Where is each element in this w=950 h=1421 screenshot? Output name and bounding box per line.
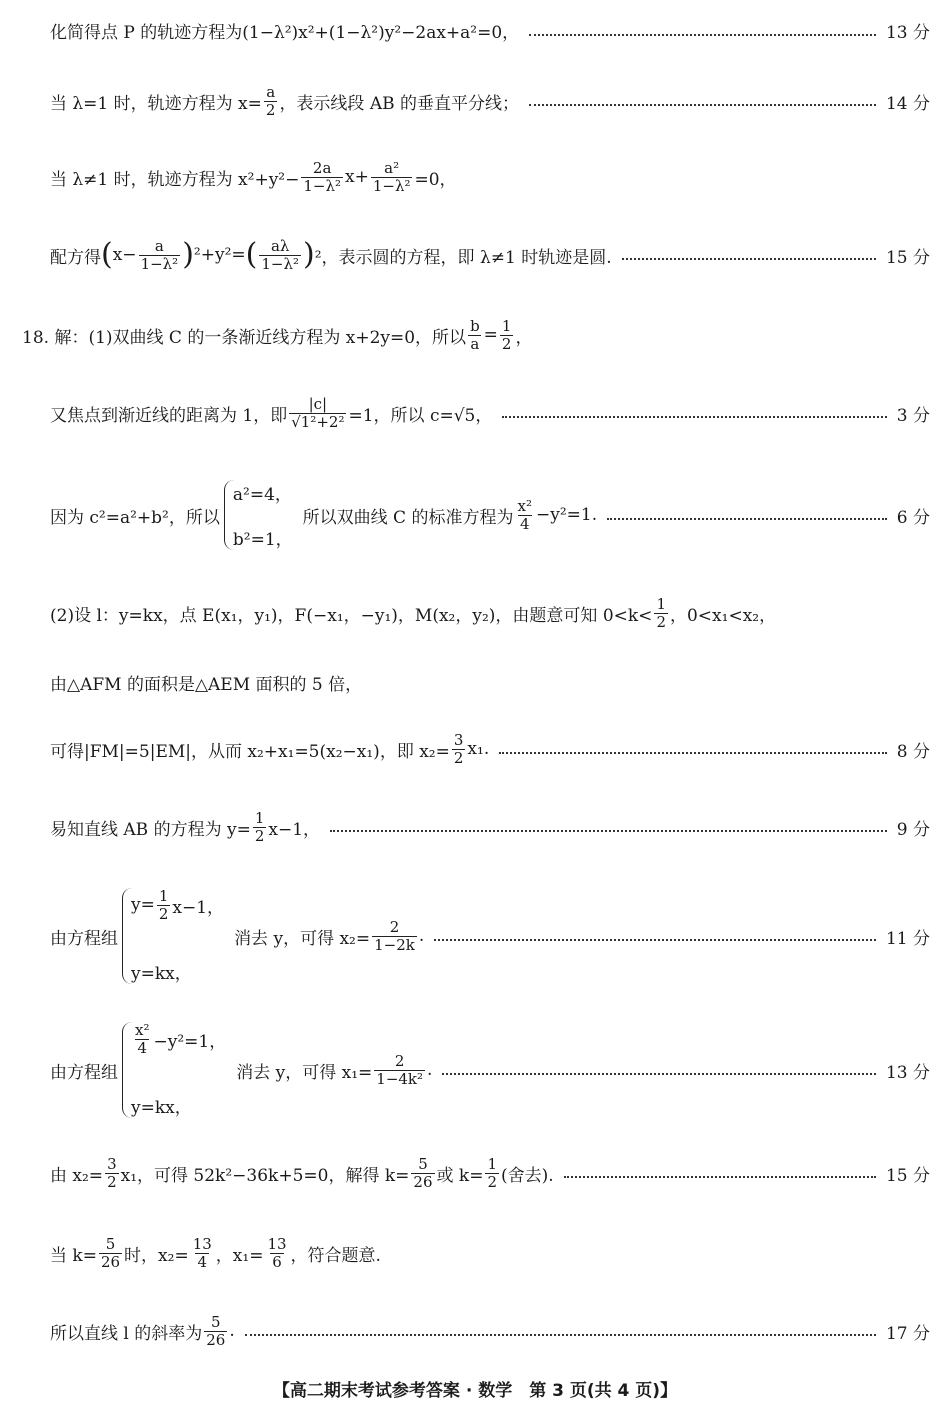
text: 由方程组 [50,1062,118,1083]
fraction [452,732,466,766]
denominator: 1−4k² [376,1069,424,1088]
score: 13 分 [885,1062,930,1083]
numerator: a [154,237,164,255]
text: 配方得 [50,247,101,268]
leader-dots [622,258,876,260]
text: y= [131,895,155,915]
text: 消去 y，可得 x₁= [236,1062,373,1083]
fraction [654,596,668,630]
text: =0， [414,169,457,190]
numerator: 3 [453,731,464,749]
leader-dots [245,1334,876,1336]
denominator: 6 [272,1252,282,1271]
line-9 [50,810,930,844]
numerator: 1 [501,317,512,335]
leader-dots [442,1073,876,1075]
equation [131,888,224,922]
score: 11 分 [885,928,930,949]
denominator: 1−λ² [261,254,300,273]
text: 由方程组 [50,928,118,949]
text: 当 k= [50,1245,97,1266]
text: ，符合题意. [290,1245,381,1266]
denominator: 2 [158,904,169,923]
paren-open: ( [101,237,113,272]
text: 18. 解：(1)双曲线 C 的一条渐近线方程为 x+2y=0，所以 [22,327,467,348]
score: 17 分 [885,1323,930,1344]
leader-dots [564,1176,876,1178]
area-relation [50,670,930,695]
line-17 [50,1314,930,1348]
denominator: 1−2k [374,935,415,954]
fraction [133,1022,151,1056]
text: = [483,325,498,345]
equation: y=kx， [131,964,192,984]
text: . [229,1321,235,1341]
fraction [105,1156,119,1190]
text: (舍去). [501,1165,554,1186]
fraction [485,1156,499,1190]
equation: b²=1， [232,530,293,550]
text: 时，x₂= [124,1245,189,1266]
text: 又焦点到渐近线的距离为 1，即 [50,405,288,426]
text: 因为 c²=a²+b²，所以 [50,507,220,528]
score: 14 分 [885,93,930,114]
text: ， [515,327,533,348]
score: 13 分 [885,23,930,43]
fraction [289,396,346,430]
numerator: 2 [389,918,400,936]
numerator: 3 [107,1155,117,1173]
numerator: x² [135,1021,150,1039]
numerator: 1 [158,887,169,905]
text: 当 λ=1 时，轨迹方程为 x= [50,93,262,114]
leader-dots [529,34,876,36]
denominator: 2 [487,1172,498,1191]
denominator: 2 [265,100,276,119]
score: 6 分 [896,507,930,528]
text: ，0<x₁<x₂， [669,605,777,626]
score: 3 分 [896,405,930,426]
line-15b [50,1156,930,1190]
line-13 [50,18,930,43]
score: 8 分 [896,741,930,762]
text: x−1， [268,819,321,840]
text: 所以直线 l 的斜率为 [50,1323,203,1344]
numerator: 1 [656,595,666,613]
text: (2)设 l：y=kx，点 E(x₁，y₁)，F(−x₁，−y₁)，M(x₂，y₂)，由题意可知 0<k< [50,605,653,626]
equation-system [122,888,224,984]
line-lambda-ne-1 [50,160,930,194]
equation [131,1022,226,1056]
numerator: x² [517,497,532,515]
denominator: 2 [254,826,265,845]
fraction [191,1236,214,1270]
equation: y=kx， [131,1098,192,1118]
leader-dots [434,939,876,941]
text: . [427,1060,433,1080]
denominator: 4 [519,514,530,533]
denominator: a [470,334,480,353]
score: 15 分 [885,247,930,268]
leader-dots [499,752,887,754]
text: ，x₁= [215,1245,264,1266]
text: x−1， [172,897,225,918]
text: 可得|FM|=5|EM|，从而 x₂+x₁=5(x₂−x₁)，即 x₂= [50,741,450,762]
paren-open: ( [245,237,258,272]
fraction [301,160,343,194]
text: 化简得点 P 的轨迹方程为(1−λ²)x²+(1−λ²)y²−2ax+a²=0， [50,23,520,43]
denominator: 4 [197,1252,208,1271]
equation-system [224,480,293,550]
numerator: 2a [312,159,332,177]
part-2-setup [50,596,930,630]
text: 当 λ≠1 时，轨迹方程为 x²+y²− [50,169,300,190]
fraction [99,1236,122,1270]
numerator: 5 [211,1313,221,1331]
denominator: 2 [656,612,666,631]
denominator: 26 [206,1330,226,1349]
fraction [259,238,301,272]
text: −y²=1， [153,1031,227,1052]
denominator: 2 [501,334,512,353]
numerator: 13 [267,1235,287,1253]
text: . [418,926,425,946]
text: 由△AFM 的面积是△AEM 面积的 5 倍， [50,675,363,695]
denominator: 1−λ² [372,176,411,195]
leader-dots [330,830,887,832]
numerator: 1 [254,809,265,827]
leader-dots [529,104,876,106]
text: 易知直线 AB 的方程为 y= [50,819,251,840]
denominator: 1−λ² [303,176,341,195]
text: ，表示线段 AB 的垂直平分线； [279,93,520,114]
fraction [500,318,514,352]
equation: a²=4， [232,485,292,505]
text: 所以双曲线 C 的标准方程为 [302,507,514,528]
numerator: 1 [487,1155,498,1173]
fraction [204,1314,227,1348]
fraction [139,238,181,272]
line-8 [50,732,930,766]
numerator: a² [384,159,400,177]
numerator: |c| [308,395,328,413]
denominator: 26 [100,1252,121,1271]
line-6 [50,480,930,550]
paren-close: ) [182,237,194,272]
text: x+ [345,167,369,187]
line-3 [50,396,930,430]
denominator: √1²+2² [291,412,345,431]
numerator: a [266,83,276,101]
line-15 [50,238,930,272]
line-14 [50,84,930,118]
line-11 [50,888,930,984]
fraction [264,84,278,118]
denominator: 1−λ² [140,254,179,273]
fraction [374,1053,425,1087]
numerator: aλ [270,237,290,255]
text: ²+y²= [193,245,246,265]
text: 消去 y，可得 x₂= [234,928,371,949]
text: x₁. [467,739,490,759]
leader-dots [502,416,886,418]
paren-close: ) [303,237,315,272]
text: −y²=1. [535,505,598,525]
fraction [265,1236,288,1270]
text: ²，表示圆的方程，即 λ≠1 时轨迹是圆. [314,247,612,268]
denominator: 26 [413,1172,433,1191]
denominator: 4 [137,1038,148,1057]
score: 9 分 [896,819,930,840]
text: 或 k= [436,1165,484,1186]
text: x₁，可得 52k²−36k+5=0，解得 k= [120,1165,410,1186]
numerator: b [470,317,480,335]
page-footer: 【高二期末考试参考答案 · 数学 第 3 页(共 4 页)】 [272,1381,678,1401]
numerator: 13 [192,1235,212,1253]
text: 由 x₂= [50,1165,104,1186]
text: =1，所以 c=√5， [348,405,493,426]
fraction [515,498,533,532]
line-13b [50,1022,930,1118]
fraction [371,160,413,194]
problem-18-line-1 [22,318,930,352]
fraction [157,888,171,922]
fraction [372,919,417,953]
numerator: 2 [394,1052,405,1070]
numerator: 5 [418,1155,428,1173]
fraction [253,810,267,844]
text: x− [112,245,137,265]
fraction [468,318,482,352]
fraction [411,1156,434,1190]
check-solution [50,1236,930,1270]
numerator: 5 [105,1235,116,1253]
denominator: 2 [107,1172,117,1191]
score: 15 分 [885,1165,930,1186]
leader-dots [607,518,887,520]
denominator: 2 [453,748,464,767]
equation-system [122,1022,226,1118]
